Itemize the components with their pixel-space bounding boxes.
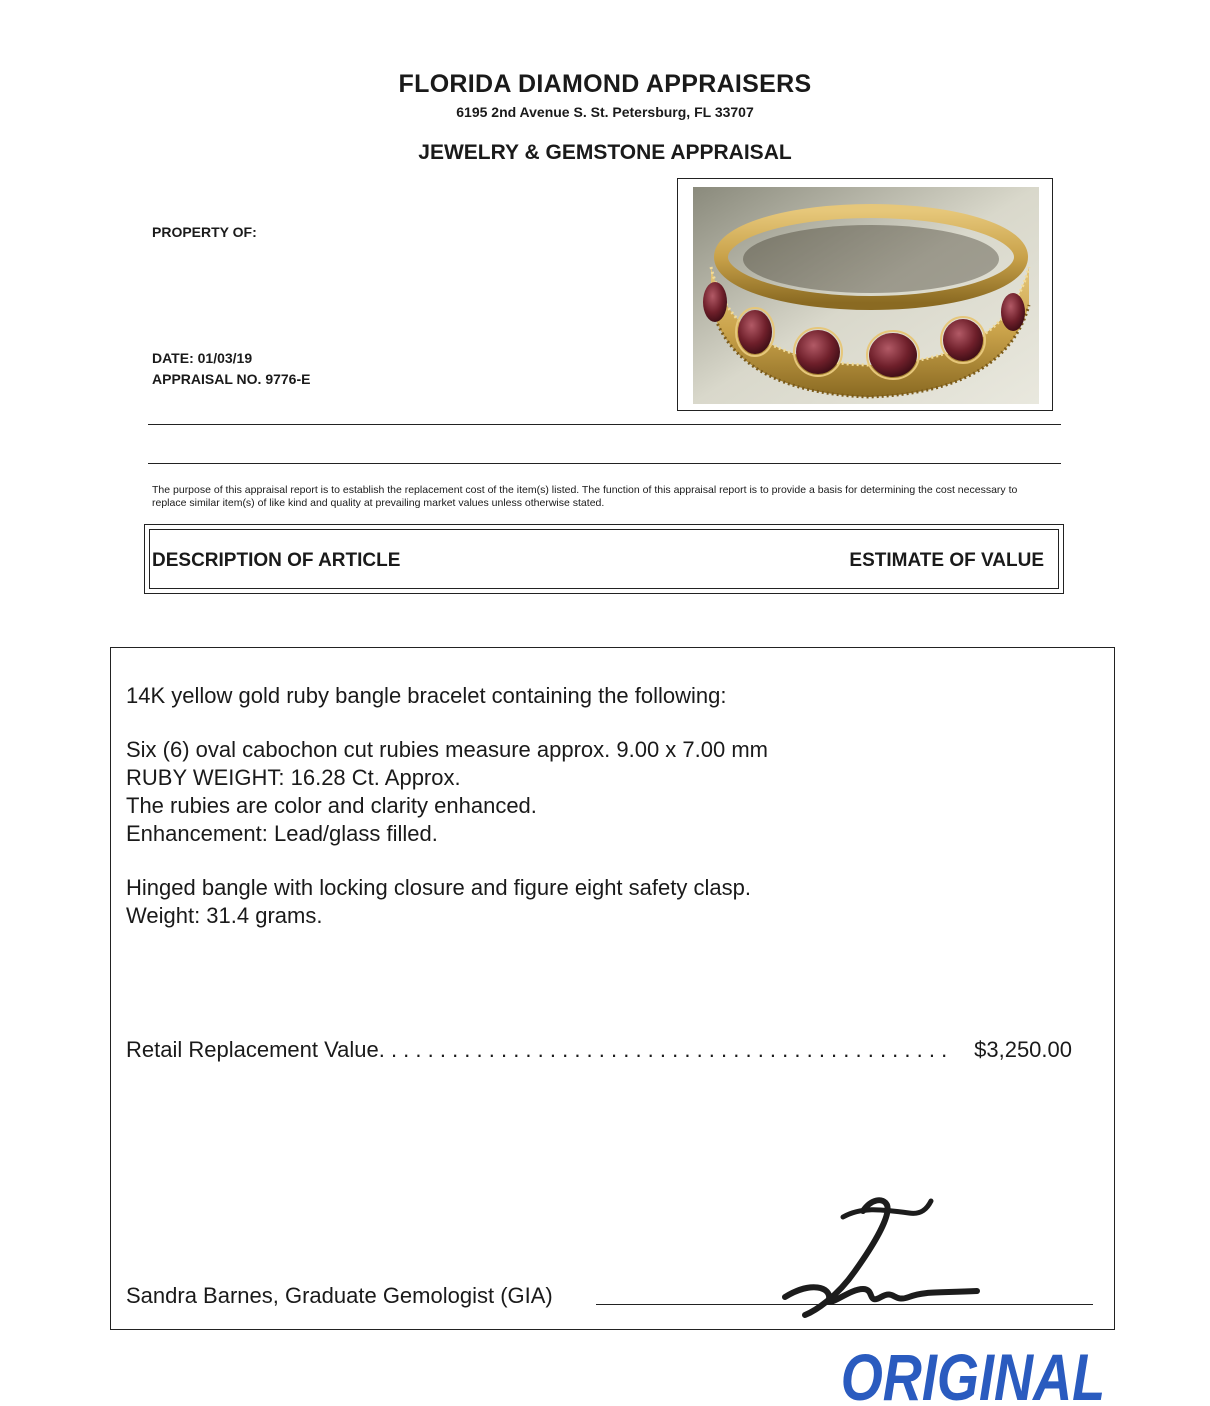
property-of-label: PROPERTY OF: bbox=[152, 224, 257, 240]
retail-value-row bbox=[126, 1036, 947, 1064]
estimate-heading: ESTIMATE OF VALUE bbox=[849, 550, 1044, 571]
stone-details-line: The rubies are color and clarity enhanced. bbox=[126, 793, 537, 818]
date-line: DATE: 01/03/19 bbox=[152, 350, 253, 366]
article-description-box bbox=[110, 647, 1115, 1330]
company-name: FLORIDA DIAMOND APPRAISERS bbox=[398, 70, 812, 98]
bangle-bracelet-photo-icon bbox=[693, 187, 1039, 404]
handwritten-signature-icon bbox=[771, 1193, 1001, 1318]
retail-value-leader: . . . . . . . . . . . . . . . . . . . . . . . . . . . . . . . . . . . . . . . . . . . . . . . bbox=[378, 1037, 948, 1062]
mounting-details bbox=[126, 874, 751, 930]
company-address: 6195 2nd Avenue S. St. Petersburg, FL 33707 bbox=[456, 104, 754, 120]
appraisal-number-line: APPRAISAL NO. 9776-E bbox=[152, 371, 311, 387]
stone-details bbox=[126, 736, 768, 848]
document-title: JEWELRY & GEMSTONE APPRAISAL bbox=[418, 141, 792, 164]
original-stamp bbox=[840, 1339, 1106, 1406]
mounting-details-line: Hinged bangle with locking closure and figure eight safety clasp. bbox=[126, 875, 751, 900]
mounting-details-line: Weight: 31.4 grams. bbox=[126, 903, 323, 928]
item-photo-frame bbox=[677, 178, 1053, 411]
stone-details-line: RUBY WEIGHT: 16.28 Ct. Approx. bbox=[126, 765, 461, 790]
stone-details-line: Six (6) oval cabochon cut rubies measure approx. 9.00 x 7.00 mm bbox=[126, 737, 768, 762]
original-stamp-text: ORIGINAL bbox=[840, 1339, 1106, 1406]
stone-details-line: Enhancement: Lead/glass filled. bbox=[126, 821, 438, 846]
appraiser-name: Sandra Barnes, Graduate Gemologist (GIA) bbox=[126, 1283, 553, 1308]
divider-line-bottom bbox=[148, 463, 1061, 464]
table-header-inner-border bbox=[149, 529, 1059, 589]
description-heading: DESCRIPTION OF ARTICLE bbox=[152, 550, 401, 571]
table-header-box bbox=[144, 524, 1064, 594]
divider-line-top bbox=[148, 424, 1061, 425]
retail-value-amount: $3,250.00 bbox=[974, 1037, 1072, 1062]
retail-value-label: Retail Replacement Value bbox=[126, 1037, 379, 1062]
article-intro: 14K yellow gold ruby bangle bracelet containing the following: bbox=[126, 683, 727, 708]
disclaimer-text: The purpose of this appraisal report is to establish the replacement cost of the item(s) listed. The function of this appraisal report is to provide a basis for determining the cost necessary to replace similar item(s) of like kind and quality at prevailing market values unless otherwise stated. bbox=[152, 484, 1018, 509]
